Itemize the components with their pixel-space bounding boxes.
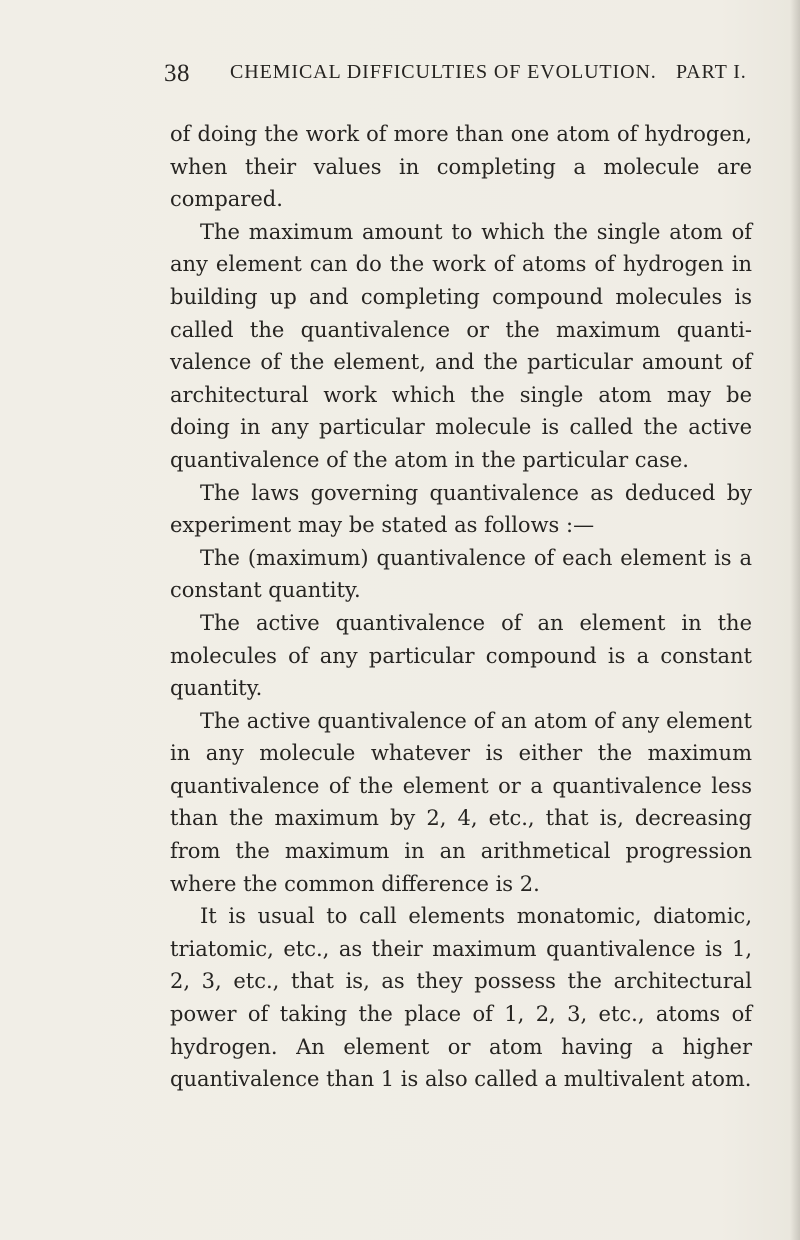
page-edge-shadow <box>790 0 800 1240</box>
body-text <box>170 118 752 1096</box>
paragraph-laws-intro: The laws governing quantivalence as deduced by experiment may be stated as follows :— <box>170 480 752 538</box>
running-head <box>164 60 790 94</box>
paragraph-quantivalence-definition: The maximum amount to which the single atom of any element can do the work of atoms of hydrogen in building up and completing compound molecules is called the quantivalence or the maximum quantivalence of the element, and the particular amount of architectural work which the single atom may be doing in any particular molecule is called the active quantivalence of the atom in the particular case. <box>170 219 752 472</box>
paragraph-law-3: The active quantivalence of an atom of any element in any molecule whatever is either the maximum quantivalence of the element or a quantivalence less than the maximum by 2, 4, etc., that is, decreasing from the maximum in an arithmetical progression where the common difference is 2. <box>170 708 752 896</box>
part-label: PART I. <box>676 61 747 83</box>
paragraph-law-1: The (maximum) quantivalence of each element is a constant quantity. <box>170 545 752 603</box>
paragraph-law-2: The active quantivalence of an element in the molecules of any particular compound is a constant quantity. <box>170 610 752 701</box>
running-title: CHEMICAL DIFFICULTIES OF EVOLUTION. <box>230 61 657 83</box>
page-number: 38 <box>164 60 190 87</box>
paragraph-continuation: of doing the work of more than one atom of hydrogen, when their values in completing a molecule are compared. <box>170 122 752 212</box>
paragraph-monatomic-terms: It is usual to call elements monatomic, diatomic, triatomic, etc., as their maximum quantivalence is 1, 2, 3, etc., that is, as they possess the architectural power of taking the place of 1, 2, 3, etc., atoms of hydrogen. An element or atom having a higher quantivalence than 1 is also called a multivalent atom. <box>170 904 752 1092</box>
